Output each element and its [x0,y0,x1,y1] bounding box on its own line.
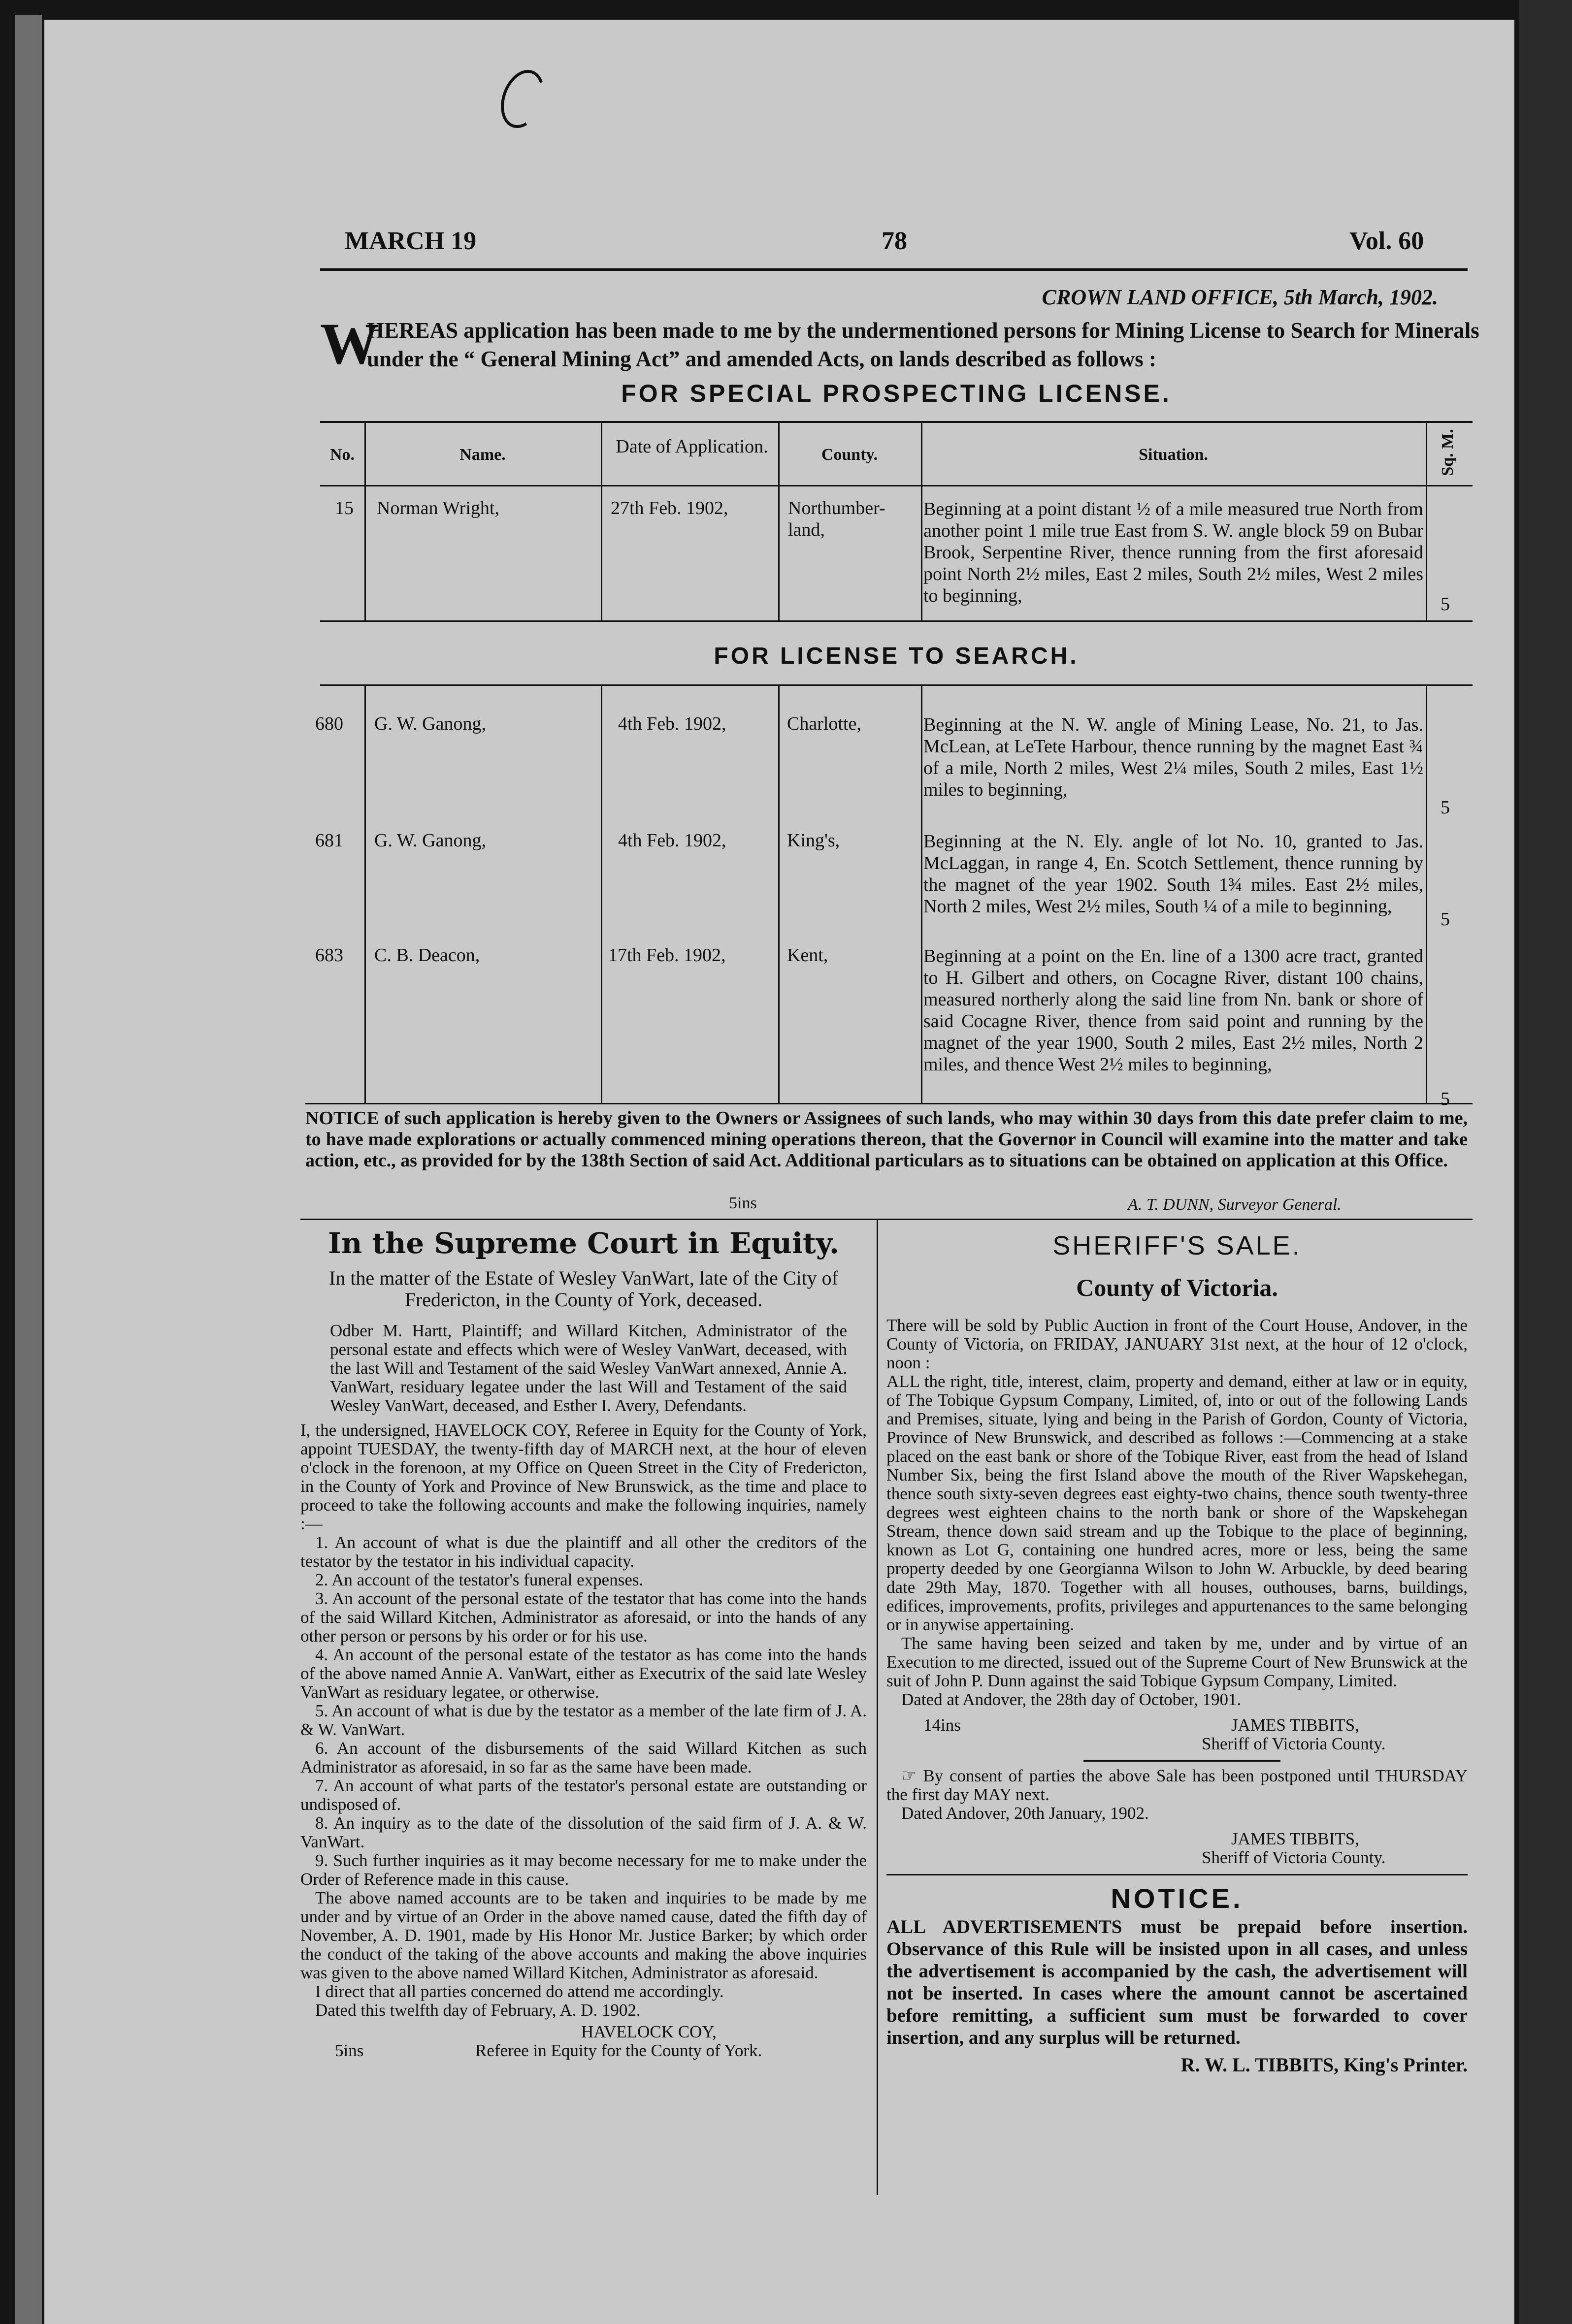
row-sqm: 5 [1441,594,1450,614]
equity-dated: Dated this twelfth day of February, A. D. 1902. [315,2001,641,2020]
col-divider-2b [601,684,602,1103]
sheriff-county: County of Victoria. [1076,1274,1278,1301]
search-license-title: FOR LICENSE TO SEARCH. [714,643,1079,669]
row-date: 4th Feb. 1902, [618,830,726,851]
row-sqm: 5 [1441,909,1450,930]
col-header-sqm: Sq. M. [1439,429,1457,476]
punch-hole-mark [493,64,552,134]
sheriff-dated: Dated at Andover, the 28th day of October, 1901. [901,1690,1242,1709]
sheriff-signer-title: Sheriff of Victoria County. [1202,1734,1386,1753]
col-header-name: Name. [459,446,506,464]
equity-title: In the Supreme Court in Equity. [328,1227,840,1260]
row-name: G. W. Ganong, [374,830,486,851]
row-situation: Beginning at the N. Ely. angle of lot No. 10, granted to Jas. McLaggan, in range 4, En. Scotch Settlement, thence running by the magnet of the year 1902. South 1¾ miles. East 2½ miles, North 2 miles, West 2½ miles, South ¼ of a mile to beginning, [923,831,1423,917]
equity-matter: In the matter of the Estate of Wesley VanWart, late of the City of Fredericton, in the County of York, deceased. [329,1267,838,1311]
sheriff-description: ALL the right, title, interest, claim, property and demand, either at law or in equity, of The Tobique Gypsum Company, Limited, of, into or out of the following Lands and Premises, situate, lying and being in the Parish of Gordon, County of Victoria, Province of New Brunswick, and described as follows :—Commencing at a stake placed on the east bank or shore of the Tobique River, east from the head of Island Number Six, being the first Island above the mouth of the River Wapskehegan, thence south sixty-seven degrees east eighty-two chains, thence south twenty-three degrees west eighteen chains to the north bank or shore of the Wapskehegan Stream, thence down said stream and up the Tobique to the place of beginning, known as Lot G, containing one hundred acres, more or less, being the same property deeded by one Georgianna Wilson to John W. Arbuckle, by deed bearing date 29th May, 1870. Together with all houses, outhouses, barns, buildings, edifices, improvements, profits, privileges and appurtenances to the same belonging or in anywise appertaining. [886,1372,1468,1634]
equity-item: 4. An account of the personal estate of the testator as has come into the hands of the above named Annie A. VanWart, either as Executrix of the said late Wesley VanWart as residuary legatee, or otherwise. [300,1645,867,1702]
row-situation: Beginning at a point on the En. line of a 1300 acre tract, granted to H. Gilbert and others, on Cocagne River, distant 100 chains, measured northerly along the said line from Nn. bank or shore of said Cocagne River, thence from said point and running by the magnet of the year 1900, South 2 miles, East 2½ miles, North 2 miles, and thence West 2½ miles to beginning, [923,946,1423,1075]
sheriff-sale [886,1228,1468,2077]
row-situation: Beginning at the N. W. angle of Mining Lease, No. 21, to Jas. McLean, at LeTete Harbour, thence running by the magnet East ¾ of a mile, North 2 miles, West 2¼ miles, South 2 miles, East 1½ miles to beginning, [923,714,1423,800]
sheriff-signer2-title: Sheriff of Victoria County. [1202,1848,1386,1867]
col-header-no: No. [329,446,355,464]
col-divider-3b [778,684,780,1103]
col-header-date: Date of Application. [616,436,768,457]
sheriff-signer: JAMES TIBBITS, [1231,1715,1359,1735]
sheriff-insertions: 14ins [923,1715,961,1735]
special-license-title: FOR SPECIAL PROSPECTING LICENSE. [621,380,1172,407]
sheriff-body: There will be sold by Public Auction in front of the Court House, Andover, in the County of Victoria, on FRIDAY, JANUARY 31st next, at the hour of 12 o'clock, noon : [886,1316,1468,1372]
equity-parties: Odber M. Hartt, Plaintiff; and Willard Kitchen, Administrator of the personal estate and effects which were of Wesley VanWart, deceased, with the last Will and Testament of the said Wesley VanWart annexed, Annie A. VanWart, residuary legatee under the last Will and Testament of the said Wesley VanWart, deceased, and Esther I. Avery, Defendants. [330,1321,847,1415]
equity-item: 8. An inquiry as to the date of the dissolution of the said firm of J. A. & W. VanWart. [300,1813,867,1851]
sheriff-seized: The same having been seized and taken by me, under and by virtue of an Execution to me directed, issued out of the Supreme Court of New Brunswick at the suit of John P. Dunn against the said Tobique Gypsum Company, Limited. [886,1634,1468,1690]
volume-label: Vol. 60 [1349,227,1424,255]
row-situation: Beginning at a point distant ½ of a mile measured true North from another point 1 mile true East from S. W. angle block 59 on Bubar Brook, Serpentine River, thence running from the first aforesaid point North 2½ miles, East 2 miles, South 2½ miles, West 2 miles to beginning, [923,499,1423,606]
row-no: 680 [315,713,343,734]
equity-item: 7. An account of what parts of the testator's personal estate are outstanding or undisposed of. [300,1776,867,1814]
special-bottom-rule [320,620,1473,622]
row-no: 683 [315,945,343,966]
col-header-situation: Situation. [1139,446,1208,464]
table-top-rule [320,421,1473,423]
section-rule [300,1219,1473,1220]
equity-item: 2. An account of the testator's funeral expenses. [315,1570,644,1589]
row-county: Northumber- land, [788,498,885,540]
printer-line: R. W. L. TIBBITS, King's Printer. [1180,2054,1468,2076]
row-date: 4th Feb. 1902, [618,713,726,734]
col-header-county: County. [821,446,878,464]
col-divider-1b [364,684,366,1103]
drop-cap: W [320,311,379,376]
notice-top-rule [886,1874,1468,1875]
equity-signer-title: Referee in Equity for the County of York. [475,2041,762,2060]
sheriff-postponed-dated: Dated Andover, 20th January, 1902. [901,1804,1149,1823]
crown-land-intro: HEREAS application has been made to me by the undermentioned persons for Mining License to Search for Minerals under the “ General Mining Act” and amended Acts, on lands described as follows : [367,318,1479,371]
col-divider-5 [1426,421,1427,620]
table-bottom-rule [305,1103,1473,1104]
col-divider-4b [921,684,922,1103]
equity-item: 3. An account of the personal estate of the testator that has come into the hands of the said Willard Kitchen, Administrator as aforesaid, or into the hands of any other person or persons by his order or for his use. [300,1589,867,1646]
sheriff-title: SHERIFF'S SALE. [1052,1231,1302,1260]
right-page-edge [1519,0,1572,2324]
crown-land-signature: A. T. DUNN, Surveyor General. [1128,1195,1342,1214]
equity-direct: I direct that all parties concerned do attend me accordingly. [315,1982,724,2001]
row-county: Kent, [787,945,828,966]
row-date: 27th Feb. 1902, [611,498,728,518]
col-divider-5b [1426,684,1427,1103]
equity-item: 1. An account of what is due the plaintiff and all other the creditors of the testator by the testator in his individual capacity. [300,1533,867,1571]
row-county: Charlotte, [787,713,861,734]
notice-body: ALL ADVERTISEMENTS must be prepaid before insertion. Observance of this Rule will be insisted upon in all cases, and unless the advertisement is accompanied by the cash, the advertisement will not be inserted. In cases where the amount cannot be ascertained before remitting, a sufficient sum must be forwarded to cover insertion, and any surplus will be returned. [886,1916,1468,2048]
sheriff-postponed: ☞ By consent of parties the above Sale has been postponed until THURSDAY the first day MAY next. [886,1766,1468,1804]
sheriff-signer2: JAMES TIBBITS, [1231,1829,1359,1848]
row-county: King's, [787,830,840,851]
page-number: 78 [882,227,907,255]
row-name: Norman Wright, [377,498,499,518]
search-top-rule [320,684,1473,686]
equity-notice [300,1226,867,2061]
row-no: 15 [335,498,354,518]
page-edge-shadow [15,15,42,2324]
table-header-rule [320,485,1473,486]
column-divider [877,1220,878,2195]
equity-item: 5. An account of what is due by the testator as a member of the late firm of J. A. & W. VanWart. [300,1701,867,1739]
sheriff-rule [1083,1760,1280,1762]
equity-closing: The above named accounts are to be taken and inquiries to be made by me under and by virtue of an Order in the above named cause, dated the fifth day of November, A. D. 1901, made by His Honor Mr. Justice Barker; by which order the conduct of the taking of the above accounts and making the above inquiries was given to the above named Willard Kitchen, Administrator as aforesaid. [300,1888,867,1982]
row-name: G. W. Ganong, [374,713,486,734]
col-divider-2 [601,421,602,620]
header-rule [320,268,1468,271]
crown-land-notice: NOTICE of such application is hereby given to the Owners or Assignees of such lands, who may within 30 days from this date prefer claim to me, to have made explorations or actually commenced mining operations thereon, that the Governor in Council will examine into the matter and take action, etc., as provided for by the 138th Section of said Act. Additional particulars as to situations can be obtained on application at this Office. [305,1108,1468,1171]
row-sqm: 5 [1441,1089,1450,1109]
equity-item: 6. An account of the disbursements of the said Willard Kitchen as such Administrator as aforesaid, in so far as the same have been made. [300,1739,867,1776]
row-sqm: 5 [1441,797,1450,818]
crown-land-insertions: 5ins [729,1194,757,1212]
equity-insertions: 5ins [335,2041,364,2060]
equity-signer: HAVELOCK COY, [581,2022,717,2041]
header-date: MARCH 19 [345,227,477,255]
notice-title: NOTICE. [1111,1883,1244,1914]
equity-body: I, the undersigned, HAVELOCK COY, Referee in Equity for the County of York, appoint TUESDAY, the twenty-fifth day of MARCH next, at the hour of eleven o'clock in the forenoon, at my Office on Queen Street in the City of Fredericton, in the County of York and Province of New Brunswick, as the time and place to proceed to take the following accounts and make the following inquiries, namely :— [300,1420,867,1533]
row-no: 681 [315,830,343,851]
crown-land-dateline: CROWN LAND OFFICE, 5th March, 1902. [1042,285,1438,309]
row-date: 17th Feb. 1902, [608,945,726,966]
equity-item: 9. Such further inquiries as it may become necessary for me to make under the Order of Reference made in this cause. [300,1851,867,1889]
row-name: C. B. Deacon, [374,945,480,966]
